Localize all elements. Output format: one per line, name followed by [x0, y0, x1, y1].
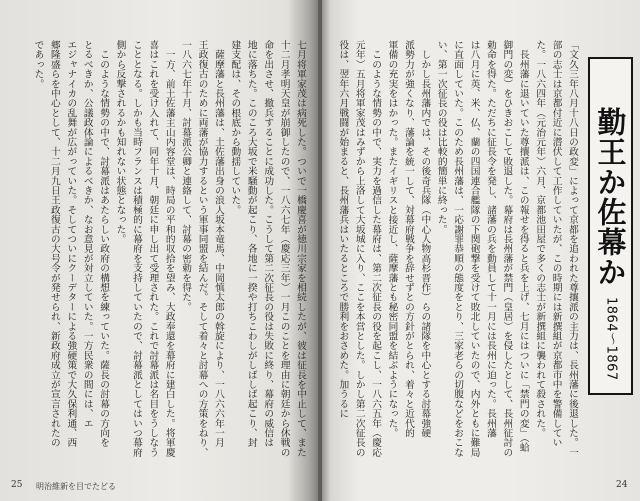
- body-text-column: 一方、前土佐藩主山内容堂は、時局の平和的収拾を望み、大政奉還を幕府に建白した。将軍慶: [163, 40, 175, 458]
- body-text-column: 軍備の充実をはかった。またイギリスと接近し、薩摩藩とも秘密同盟を結ぶようになった。: [386, 40, 398, 438]
- left-page-body-text: [24, 40, 308, 466]
- body-text-column: 地に落ちた。このころ大坂で米騒動が起こり、各地に一揆や打ちこわしがしばしば起こり、封: [245, 40, 257, 448]
- page-number: 25: [11, 480, 23, 490]
- body-text-column: 七月将軍家茂は病死した。ついで一橋慶喜が徳川宗家を相続したが、彼は征長を中止して、また: [295, 40, 306, 458]
- body-text-column: 郷隆盛らを中心として、十二月九日王政復古の大号令が発せられ、新政府成立が宣言されたの: [48, 40, 60, 448]
- body-text-column: 側から反撃されるかも知れない状態となった。: [114, 40, 126, 244]
- body-text-column: 元年）五月将軍家茂はみずから上洛して大坂城に入り、ここを本営とした。しかし第二次征長の: [353, 40, 365, 458]
- body-text-column: であった。: [32, 40, 44, 89]
- chapter-period: 1864〜1867: [603, 297, 619, 381]
- body-text-column: に直面していた。このため長州藩は、一応謝罪恭順の態度をとり、三家老らの切腹などをおこな: [452, 40, 464, 458]
- chapter-title: 勤王か佐幕か: [593, 107, 628, 287]
- body-text-column: 薩摩藩と長州藩は、土佐藩出身の浪人坂本竜馬、中岡慎太郎の斡旋により、一八六六年一月: [212, 40, 224, 448]
- right-page-body-text: [332, 40, 580, 466]
- body-text-column: い、第一次征長の役は比較的簡単に終った。: [435, 40, 447, 234]
- body-text-column: このような情勢の中で、実力を過信した幕府は、第二次征長の役を起こし、一八六五年（慶応: [370, 40, 382, 458]
- body-text-column: 喜はこれを受け入れて、同年十月、朝廷に申し出て受理された。これで討幕派は名目をうしなう: [147, 40, 159, 458]
- body-text-column: 「文久三年八月十八日の政変」によって京都を追われた尊攘派の主力は、長州藩に後退した。一: [567, 40, 578, 458]
- body-text-column: 一八六七年十月、討幕派公卿と連絡して、討幕の密勅を得た。: [180, 40, 192, 312]
- body-text-column: 派勢力が強くなり、藩論を統一して、対幕府戦争を辞せずとの方針がとられ、着々と近代的: [402, 40, 414, 438]
- chapter-title-box: [588, 57, 633, 395]
- page-number: 24: [616, 480, 628, 490]
- body-text-column: とるべきか、公議政体論によるべきか、なお意見が対立していた。一方民衆の間には、エ: [81, 40, 93, 428]
- body-text-column: こととなる。しかも当時フランスは積極的に幕府を支持していたので、討幕派としてはいつ幕府: [130, 40, 142, 458]
- body-text-column: は八月に英、米、仏、蘭の四国連合艦隊の下関砲撃を受けて敗北していたので、内外ともに難局: [468, 40, 480, 458]
- body-text-column: 長州藩に退いていた尊攘派は、この報せを得ると兵を上げ、七月にはついに「禁門の変」（蛤: [517, 40, 529, 453]
- body-text-column: た。一八六四年（元治元年）六月、京都池田屋で多くの志士が新撰組に襲われて殺された。: [534, 40, 546, 438]
- body-text-column: 建支配は、その根底から動揺していた。: [229, 40, 241, 215]
- body-text-column: このような情勢の中で、討幕派はあたらしい政府の構想を練っていた。薩長の討幕の方向を: [98, 40, 110, 448]
- running-footer: 明治維新を目でたどる: [36, 482, 116, 491]
- body-text-column: 部の志士は京都付近に潜伏して工作していたが、この時期には新撰組が京都市中を警備してい: [550, 40, 562, 448]
- body-text-column: 勅命を得た。ただちに征長令を発し、諸藩の兵を動員して十一月には長州に迫った。長州藩: [484, 40, 496, 438]
- body-text-column: 十二月孝明天皇が崩御したので、一八六七年（慶応三年）一月このことを理由に朝廷から休戦の: [278, 40, 290, 458]
- book-gutter: [318, 0, 322, 501]
- body-text-column: 役は、翌年六月戦闘が始まると、長州藩兵はいたるところで勝利をおさめた。加うるに: [337, 40, 349, 419]
- body-text-column: 御門の変）をひきおこして敗退した。幕府は長州藩が禁門（皇居）を侵したとして、長州征討の: [501, 40, 513, 458]
- body-text-column: エジャナイカの乱舞が広がっていた。そしてついにクーデターによる強硬策で大久保利通、西: [65, 40, 77, 448]
- body-text-column: 命を出させ、撤兵することに成功した。こうして第二次征長の役は失敗に終り、幕府の威信は: [262, 40, 274, 448]
- body-text-column: 王政復古のために両藩が協力するという軍事同盟を結んだ。そして着々と討幕への方策をねり、: [196, 40, 208, 458]
- body-text-column: しかし長州藩内では、その後奇兵隊（中心人物高杉晋作）らの諸隊を中心とする討幕強硬: [419, 40, 431, 438]
